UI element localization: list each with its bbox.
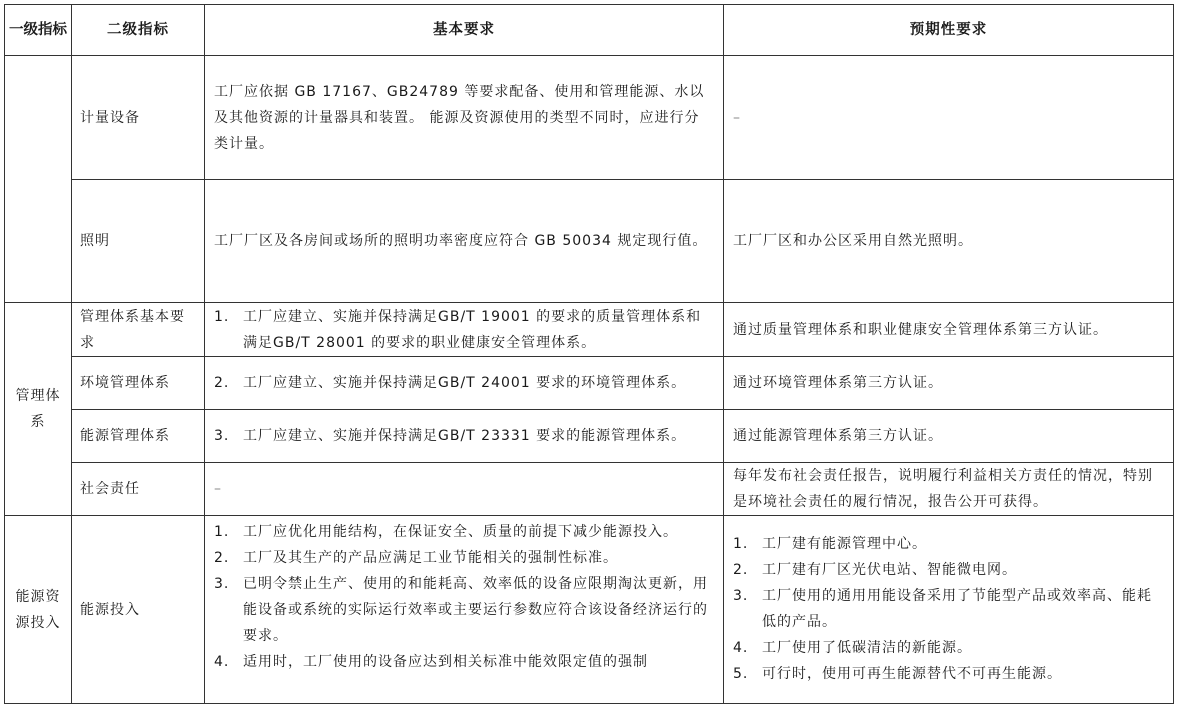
header-level2: 二级指标 [72,5,205,56]
basic-cell: 工厂厂区及各房间或场所的照明功率密度应符合 GB 50034 规定现行值。 [205,180,724,303]
indicator-cell: 社会责任 [72,463,205,516]
group-cell: 管理体系 [5,303,72,516]
indicator-cell: 能源投入 [72,516,205,704]
table-row [5,463,1174,516]
table-row [5,516,1174,704]
item-number: 5. [733,666,749,682]
indicator-cell: 计量设备 [72,56,205,180]
item-number: 2. [214,375,230,391]
item-text: 工厂应建立、实施并保持满足GB/T 23331 要求的能源管理体系。 [243,428,687,444]
table-row [5,303,1174,357]
expected-cell: 通过环境管理体系第三方认证。 [724,357,1174,410]
item-number: 1. [214,308,230,325]
requirements-table [4,4,1174,704]
header-basic: 基本要求 [205,5,724,56]
indicator-cell: 能源管理体系 [72,410,205,463]
item-number: 3. [733,588,749,604]
basic-cell [205,410,724,463]
table-row [5,410,1174,463]
group-cell: 能源资源投入 [5,516,72,704]
list-item [214,545,714,571]
indicator-cell: 照明 [72,180,205,303]
list-item [733,531,1164,557]
basic-cell [205,303,724,357]
item-number: 4. [733,640,749,656]
item-text: 工厂使用了低碳清洁的新能源。 [762,640,972,656]
expected-cell [724,516,1174,704]
indicator-cell: 管理体系基本要求 [72,303,205,357]
list-item [214,649,714,675]
item-text: 工厂应建立、实施并保持满足GB/T 19001 的要求的质量管理体系和满足GB/T 28001 的要求的职业健康安全管理体系。 [243,308,702,351]
item-number: 2. [214,550,230,566]
header-level1: 一级指标 [5,5,72,56]
expected-cell: 工厂厂区和办公区采用自然光照明。 [724,180,1174,303]
item-text: 工厂应优化用能结构，在保证安全、质量的前提下减少能源投入。 [243,524,678,540]
header-row [5,5,1174,56]
expected-cell: – [724,56,1174,180]
list-item [733,557,1164,583]
list-item [214,519,714,545]
item-text: 适用时，工厂使用的设备应达到相关标准中能效限定值的强制 [243,654,648,670]
header-expected: 预期性要求 [724,5,1174,56]
list-item [733,583,1164,635]
basic-cell: – [205,463,724,516]
basic-cell [205,357,724,410]
list-item [214,571,714,649]
item-text: 工厂应建立、实施并保持满足GB/T 24001 要求的环境管理体系。 [243,375,687,391]
item-number: 3. [214,428,230,444]
item-text: 可行时，使用可再生能源替代不可再生能源。 [762,666,1062,682]
list-item [733,661,1164,687]
item-number: 4. [214,654,230,670]
item-text: 工厂建有厂区光伏电站、智能微电网。 [762,562,1017,578]
table-row [5,357,1174,410]
group-cell [5,56,72,303]
item-number: 3. [214,576,230,592]
item-text: 工厂建有能源管理中心。 [762,536,927,552]
basic-cell [205,516,724,704]
indicator-cell: 环境管理体系 [72,357,205,410]
expected-cell: 通过质量管理体系和职业健康安全管理体系第三方认证。 [724,303,1174,357]
item-text: 工厂使用的通用用能设备采用了节能型产品或效率高、能耗低的产品。 [762,588,1152,630]
item-number: 1. [733,536,749,552]
list-item [733,635,1164,661]
item-number: 2. [733,562,749,578]
expected-cell: 每年发布社会责任报告，说明履行利益相关方责任的情况，特别是环境社会责任的履行情况，报告公开可获得。 [724,463,1174,516]
table-row [5,180,1174,303]
item-text: 已明令禁止生产、使用的和能耗高、效率低的设备应限期淘汰更新，用能设备或系统的实际运行效率或主要运行参数应符合该设备经济运行的要求。 [243,576,708,644]
item-number: 1. [214,524,230,540]
basic-cell: 工厂应依据 GB 17167、GB24789 等要求配备、使用和管理能源、水以及其他资源的计量器具和装置。 能源及资源使用的类型不同时，应进行分类计量。 [205,56,724,180]
table-row [5,56,1174,180]
expected-cell: 通过能源管理体系第三方认证。 [724,410,1174,463]
item-text: 工厂及其生产的产品应满足工业节能相关的强制性标准。 [243,550,618,566]
